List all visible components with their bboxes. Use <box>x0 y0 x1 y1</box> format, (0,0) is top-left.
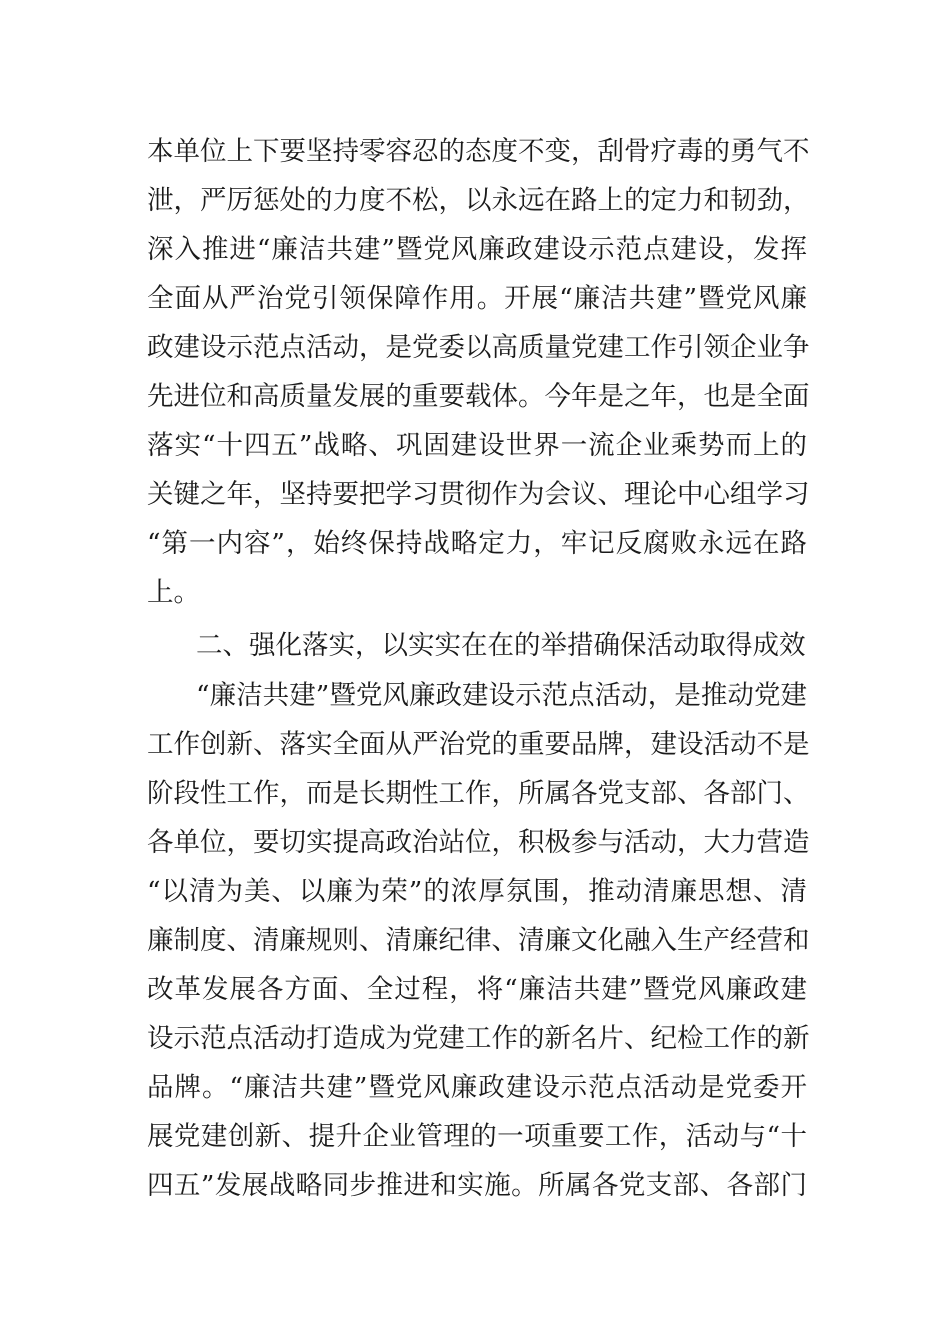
section-heading: 二、强化落实，以实实在在的举措确保活动取得成效 <box>196 630 806 661</box>
text-line: 深入推进“廉洁共建”暨党风廉政建设示范点建设，发挥 <box>147 234 807 265</box>
text-line: 展党建创新、提升企业管理的一项重要工作，活动与“十 <box>147 1121 807 1152</box>
text-line: 关键之年，坚持要把学习贯彻作为会议、理论中心组学习 <box>147 479 810 510</box>
text-line: 工作创新、落实全面从严治党的重要品牌，建设活动不是 <box>147 729 810 760</box>
text-line: “第一内容”，始终保持战略定力，牢记反腐败永远在路 <box>147 528 807 559</box>
text-line: 本单位上下要坚持零容忍的态度不变，刮骨疗毒的勇气不 <box>147 136 810 167</box>
text-line: 落实“十四五”战略、巩固建设世界一流企业乘势而上的 <box>147 430 807 461</box>
text-line: 四五”发展战略同步推进和实施。所属各党支部、各部门 <box>147 1170 807 1201</box>
text-line: 全面从严治党引领保障作用。开展“廉洁共建”暨党风廉 <box>147 283 807 314</box>
paragraph-first-line: “廉洁共建”暨党风廉政建设示范点活动，是推动党建 <box>196 680 807 711</box>
text-line: “以清为美、以廉为荣”的浓厚氛围，推动清廉思想、清 <box>147 876 807 907</box>
text-line: 先进位和高质量发展的重要载体。今年是之年，也是全面 <box>147 381 810 412</box>
text-line: 品牌。“廉洁共建”暨党风廉政建设示范点活动是党委开 <box>147 1072 807 1103</box>
text-line: 阶段性工作，而是长期性工作，所属各党支部、各部门、 <box>147 778 810 809</box>
text-line: 上。 <box>147 577 200 608</box>
text-line: 各单位，要切实提高政治站位，积极参与活动，大力营造 <box>147 827 810 858</box>
text-line: 政建设示范点活动，是党委以高质量党建工作引领企业争 <box>147 332 810 363</box>
text-line: 泄，严厉惩处的力度不松，以永远在路上的定力和韧劲， <box>147 185 810 216</box>
text-line: 设示范点活动打造成为党建工作的新名片、纪检工作的新 <box>147 1023 810 1054</box>
text-line: 改革发展各方面、全过程，将“廉洁共建”暨党风廉政建 <box>147 974 807 1005</box>
text-line: 廉制度、清廉规则、清廉纪律、清廉文化融入生产经营和 <box>147 925 810 956</box>
